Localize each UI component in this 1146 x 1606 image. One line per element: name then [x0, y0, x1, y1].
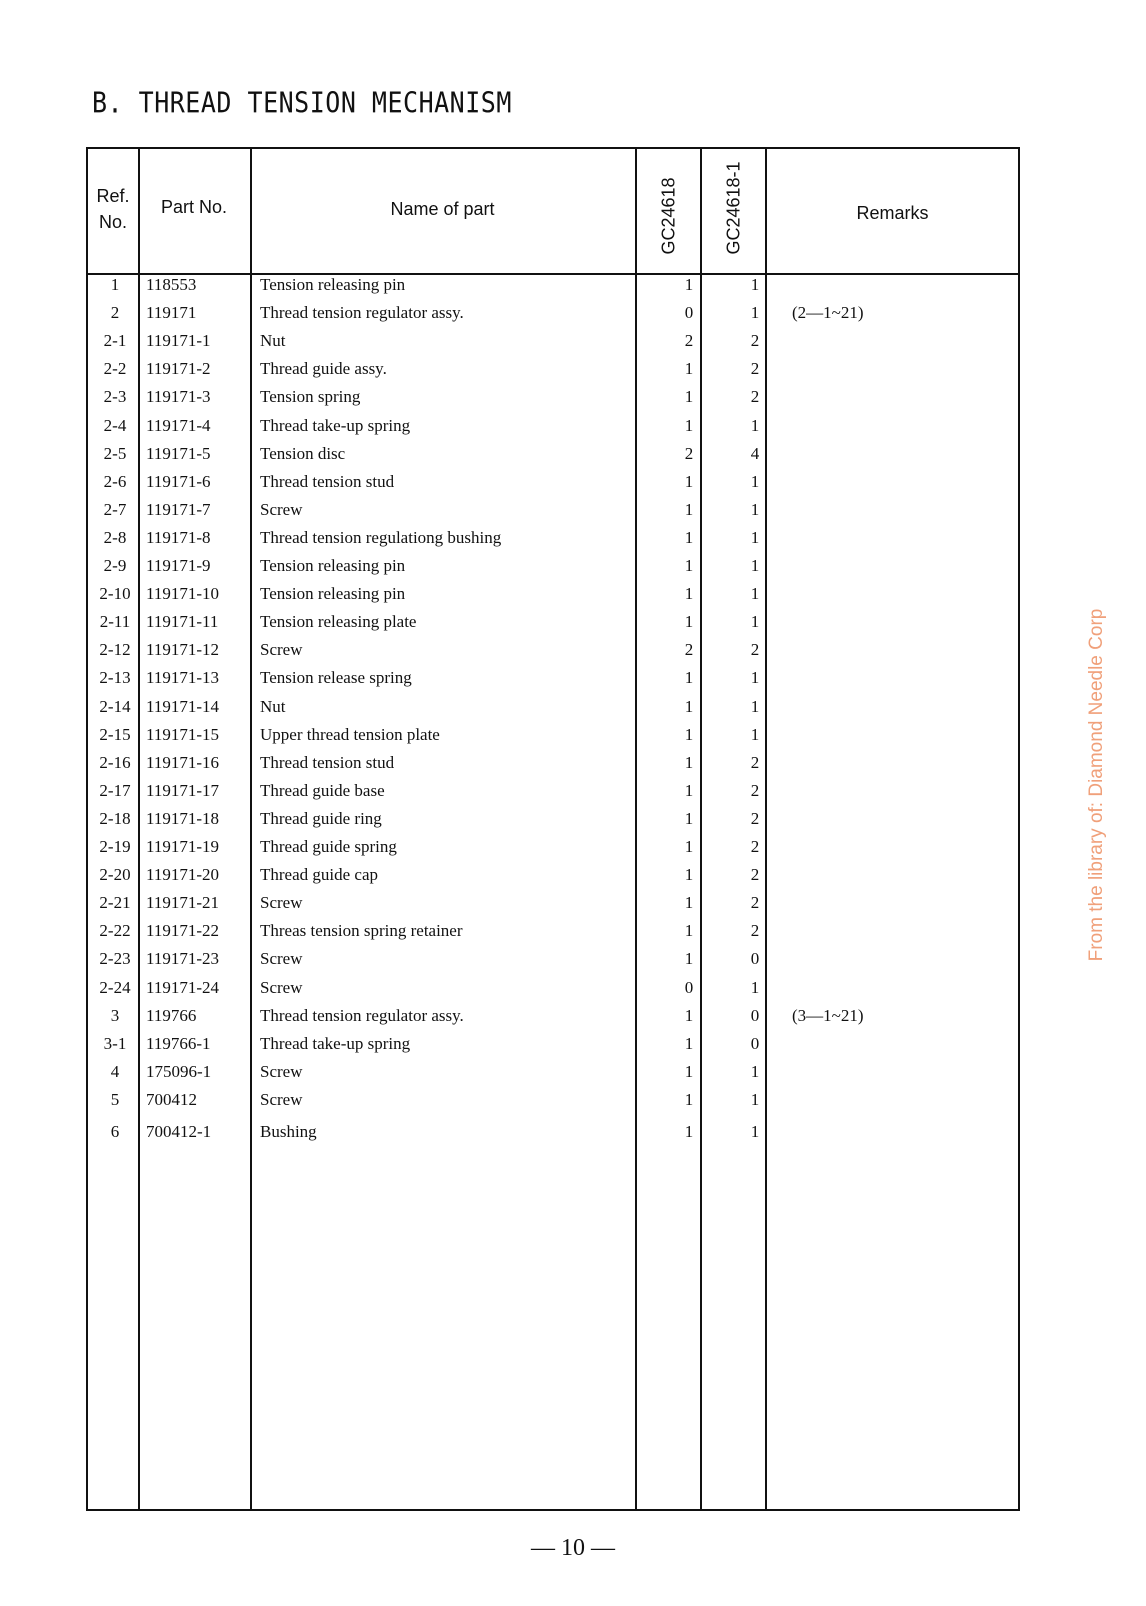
row-qty-gc24618-1: 2	[750, 752, 760, 772]
row-part-name: Thread guide cap	[260, 865, 378, 885]
row-part-no: 119171-8	[146, 527, 211, 547]
row-qty-gc24618: 1	[684, 696, 694, 716]
row-part-name: Thread take-up spring	[260, 1033, 411, 1053]
row-qty-gc24618-1: 2	[750, 387, 760, 407]
row-part-no: 119171-9	[146, 556, 211, 575]
row-ref: 3	[110, 1005, 120, 1025]
row-qty-gc24618: 1	[684, 949, 694, 969]
header-name-of-part: Name of part	[390, 199, 495, 219]
row-qty-gc24618-1: 1	[750, 499, 760, 519]
row-part-name: Tension releasing pin	[260, 584, 406, 604]
row-ref: 2-7	[103, 499, 127, 519]
row-qty-gc24618-1: 0	[750, 1033, 760, 1053]
table-row	[88, 640, 1018, 669]
table-row	[88, 865, 1018, 894]
table-row	[88, 1122, 1018, 1151]
table-row	[88, 331, 1018, 360]
table-row	[88, 753, 1018, 782]
row-qty-gc24618: 1	[684, 1033, 694, 1053]
row-qty-gc24618-1: 1	[750, 556, 760, 575]
row-qty-gc24618: 2	[684, 443, 694, 463]
row-ref: 2-24	[99, 977, 131, 997]
row-part-no: 119171-2	[146, 359, 211, 379]
row-part-name: Thread tension stud	[260, 471, 395, 491]
row-qty-gc24618: 1	[684, 865, 694, 885]
library-watermark: From the library of: Diamond Needle Corp	[1086, 608, 1107, 962]
row-part-name: Screw	[260, 499, 303, 519]
row-part-name: Upper thread tension plate	[260, 724, 440, 744]
row-part-no: 119171-18	[146, 808, 220, 828]
row-qty-gc24618-1: 1	[750, 977, 760, 997]
table-row	[88, 584, 1018, 613]
row-part-name: Screw	[260, 977, 303, 997]
row-qty-gc24618: 1	[684, 668, 694, 688]
row-part-no: 119171	[146, 303, 197, 323]
row-qty-gc24618-1: 1	[750, 415, 760, 435]
row-part-no: 700412	[146, 1089, 197, 1109]
row-qty-gc24618: 1	[684, 275, 694, 294]
row-qty-gc24618-1: 2	[750, 359, 760, 379]
row-ref: 2-16	[99, 752, 131, 772]
row-qty-gc24618-1: 2	[750, 640, 760, 660]
row-ref: 2-22	[99, 921, 131, 941]
row-part-no: 119766-1	[146, 1033, 211, 1053]
row-ref: 2-12	[99, 640, 131, 660]
row-qty-gc24618: 1	[684, 780, 694, 800]
row-ref: 2	[110, 303, 120, 323]
row-ref: 4	[110, 1061, 120, 1081]
row-qty-gc24618: 1	[684, 921, 694, 941]
table-row	[88, 781, 1018, 810]
row-part-name: Thread guide spring	[260, 837, 397, 856]
row-ref: 2-8	[103, 527, 127, 547]
row-remarks: (3—1~21)	[792, 1005, 864, 1025]
table-row	[88, 921, 1018, 950]
row-qty-gc24618: 0	[684, 303, 694, 323]
row-part-name: Tension disc	[260, 443, 346, 463]
row-part-no: 119171-12	[146, 640, 220, 660]
table-row	[88, 1034, 1018, 1063]
row-part-no: 119171-1	[146, 331, 211, 351]
row-part-name: Thread guide base	[260, 780, 385, 800]
table-row	[88, 697, 1018, 726]
table-row	[88, 837, 1018, 866]
row-qty-gc24618: 1	[684, 584, 694, 604]
row-ref: 3-1	[103, 1033, 127, 1053]
row-part-no: 119171-23	[146, 949, 220, 969]
row-part-name: Screw	[260, 893, 303, 913]
row-ref: 2-20	[99, 865, 131, 885]
page-title: B. THREAD TENSION MECHANISM	[92, 86, 512, 120]
row-part-name: Nut	[260, 331, 286, 351]
row-part-name: Nut	[260, 696, 286, 716]
row-ref: 5	[110, 1089, 120, 1109]
row-qty-gc24618-1: 1	[750, 584, 760, 604]
row-qty-gc24618: 1	[684, 415, 694, 435]
row-qty-gc24618: 1	[684, 724, 694, 744]
row-part-no: 700412-1	[146, 1122, 212, 1141]
row-qty-gc24618: 1	[684, 837, 694, 856]
row-part-name: Thread tension regulator assy.	[260, 1005, 464, 1025]
header-model-gc24618: GC24618	[658, 177, 679, 255]
row-qty-gc24618: 1	[684, 893, 694, 913]
row-part-no: 119171-11	[146, 612, 219, 632]
table-row	[88, 472, 1018, 501]
row-qty-gc24618: 1	[684, 387, 694, 407]
row-qty-gc24618-1: 1	[750, 668, 760, 688]
row-qty-gc24618: 1	[684, 556, 694, 575]
row-qty-gc24618-1: 4	[750, 443, 760, 463]
table-row	[88, 668, 1018, 697]
page-number: — 10 —	[531, 1535, 615, 1561]
table-row	[88, 556, 1018, 585]
row-qty-gc24618-1: 2	[750, 921, 760, 941]
row-part-no: 119171-20	[146, 865, 220, 885]
row-qty-gc24618: 1	[684, 612, 694, 632]
table-row	[88, 949, 1018, 978]
row-part-no: 175096-1	[146, 1061, 212, 1081]
header-remarks: Remarks	[856, 203, 929, 223]
row-qty-gc24618: 0	[684, 977, 694, 997]
row-part-no: 119171-22	[146, 921, 220, 941]
row-part-name: Tension spring	[260, 387, 361, 407]
row-ref: 2-11	[99, 612, 131, 632]
table-row	[88, 500, 1018, 529]
row-ref: 1	[110, 275, 120, 294]
row-ref: 2-15	[99, 724, 131, 744]
row-part-name: Thread tension regulationg bushing	[260, 527, 502, 547]
row-qty-gc24618-1: 1	[750, 275, 760, 294]
row-ref: 2-4	[103, 415, 127, 435]
table-row	[88, 809, 1018, 838]
row-qty-gc24618-1: 1	[750, 1089, 760, 1109]
row-qty-gc24618-1: 0	[750, 1005, 760, 1025]
row-qty-gc24618-1: 2	[750, 837, 760, 856]
row-qty-gc24618-1: 1	[750, 724, 760, 744]
table-row	[88, 416, 1018, 445]
table-row	[88, 275, 1018, 304]
row-remarks: (2—1~21)	[792, 303, 864, 323]
row-qty-gc24618: 2	[684, 640, 694, 660]
row-qty-gc24618-1: 2	[750, 780, 760, 800]
row-qty-gc24618: 1	[684, 1005, 694, 1025]
row-part-name: Thread tension stud	[260, 752, 395, 772]
row-qty-gc24618-1: 2	[750, 865, 760, 885]
row-part-name: Tension releasing pin	[260, 275, 406, 294]
row-part-name: Screw	[260, 1061, 303, 1081]
table-row	[88, 387, 1018, 416]
row-qty-gc24618: 1	[684, 499, 694, 519]
row-part-name: Thread guide assy.	[260, 359, 387, 379]
row-qty-gc24618-1: 1	[750, 1122, 760, 1141]
header-part-no: Part No.	[160, 197, 228, 217]
row-part-no: 119171-3	[146, 387, 211, 407]
row-part-no: 119171-6	[146, 471, 211, 491]
row-ref: 2-2	[103, 359, 127, 379]
row-ref: 2-9	[103, 556, 127, 575]
row-qty-gc24618: 1	[684, 527, 694, 547]
row-ref: 2-18	[99, 808, 131, 828]
row-part-name: Thread tension regulator assy.	[260, 303, 464, 323]
row-ref: 2-1	[103, 331, 127, 351]
row-part-name: Tension releasing pin	[260, 556, 406, 575]
row-qty-gc24618-1: 2	[750, 893, 760, 913]
row-part-no: 119171-24	[146, 977, 220, 997]
table-row	[88, 612, 1018, 641]
row-part-no: 119171-5	[146, 443, 211, 463]
row-part-no: 119171-15	[146, 724, 220, 744]
row-part-no: 119171-10	[146, 584, 220, 604]
row-ref: 2-3	[103, 387, 127, 407]
row-part-no: 119171-13	[146, 668, 220, 688]
table-row	[88, 893, 1018, 922]
row-qty-gc24618: 2	[684, 331, 694, 351]
row-part-no: 119171-17	[146, 780, 220, 800]
row-qty-gc24618-1: 1	[750, 527, 760, 547]
row-qty-gc24618-1: 1	[750, 612, 760, 632]
row-part-name: Threas tension spring retainer	[260, 921, 463, 941]
table-row	[88, 1062, 1018, 1091]
row-qty-gc24618-1: 2	[750, 808, 760, 828]
row-qty-gc24618: 1	[684, 1089, 694, 1109]
row-qty-gc24618: 1	[684, 752, 694, 772]
table-row	[88, 1090, 1018, 1119]
row-part-no: 119171-16	[146, 752, 220, 772]
row-part-no: 119171-14	[146, 696, 220, 716]
row-ref: 2-17	[99, 780, 131, 800]
row-qty-gc24618: 1	[684, 359, 694, 379]
row-ref: 2-10	[99, 584, 131, 604]
table-row	[88, 303, 1018, 332]
row-ref: 2-14	[99, 696, 131, 716]
table-row	[88, 359, 1018, 388]
table-row	[88, 1006, 1018, 1035]
row-part-no: 119171-4	[146, 415, 211, 435]
row-part-name: Tension release spring	[260, 668, 412, 688]
row-ref: 2-21	[99, 893, 131, 913]
row-ref: 2-13	[99, 668, 131, 688]
row-qty-gc24618-1: 1	[750, 696, 760, 716]
row-ref: 2-5	[103, 443, 127, 463]
row-qty-gc24618: 1	[684, 808, 694, 828]
row-part-name: Tension releasing plate	[260, 612, 417, 632]
row-part-name: Screw	[260, 640, 303, 660]
row-part-name: Bushing	[260, 1122, 317, 1141]
row-part-name: Thread guide ring	[260, 808, 382, 828]
header-model-gc24618-1: GC24618-1	[723, 161, 744, 255]
row-part-no: 119171-7	[146, 499, 211, 519]
row-qty-gc24618: 1	[684, 1061, 694, 1081]
row-part-no: 119766	[146, 1005, 197, 1025]
row-ref: 6	[110, 1122, 120, 1141]
table-row	[88, 528, 1018, 557]
table-row	[88, 978, 1018, 1007]
table-row	[88, 444, 1018, 473]
row-qty-gc24618: 1	[684, 471, 694, 491]
row-part-no: 118553	[146, 275, 197, 294]
row-ref: 2-23	[99, 949, 131, 969]
row-part-name: Thread take-up spring	[260, 415, 411, 435]
row-part-name: Screw	[260, 1089, 303, 1109]
row-part-name: Screw	[260, 949, 303, 969]
header-ref-no: Ref. No.	[96, 186, 130, 232]
row-part-no: 119171-19	[146, 837, 220, 856]
row-qty-gc24618: 1	[684, 1122, 694, 1141]
row-qty-gc24618-1: 1	[750, 471, 760, 491]
row-qty-gc24618-1: 2	[750, 331, 760, 351]
parts-table	[86, 147, 1020, 1511]
row-qty-gc24618-1: 1	[750, 1061, 760, 1081]
row-qty-gc24618-1: 1	[750, 303, 760, 323]
row-ref: 2-19	[99, 837, 131, 856]
row-qty-gc24618-1: 0	[750, 949, 760, 969]
row-ref: 2-6	[103, 471, 127, 491]
row-part-no: 119171-21	[146, 893, 220, 913]
table-row	[88, 725, 1018, 754]
